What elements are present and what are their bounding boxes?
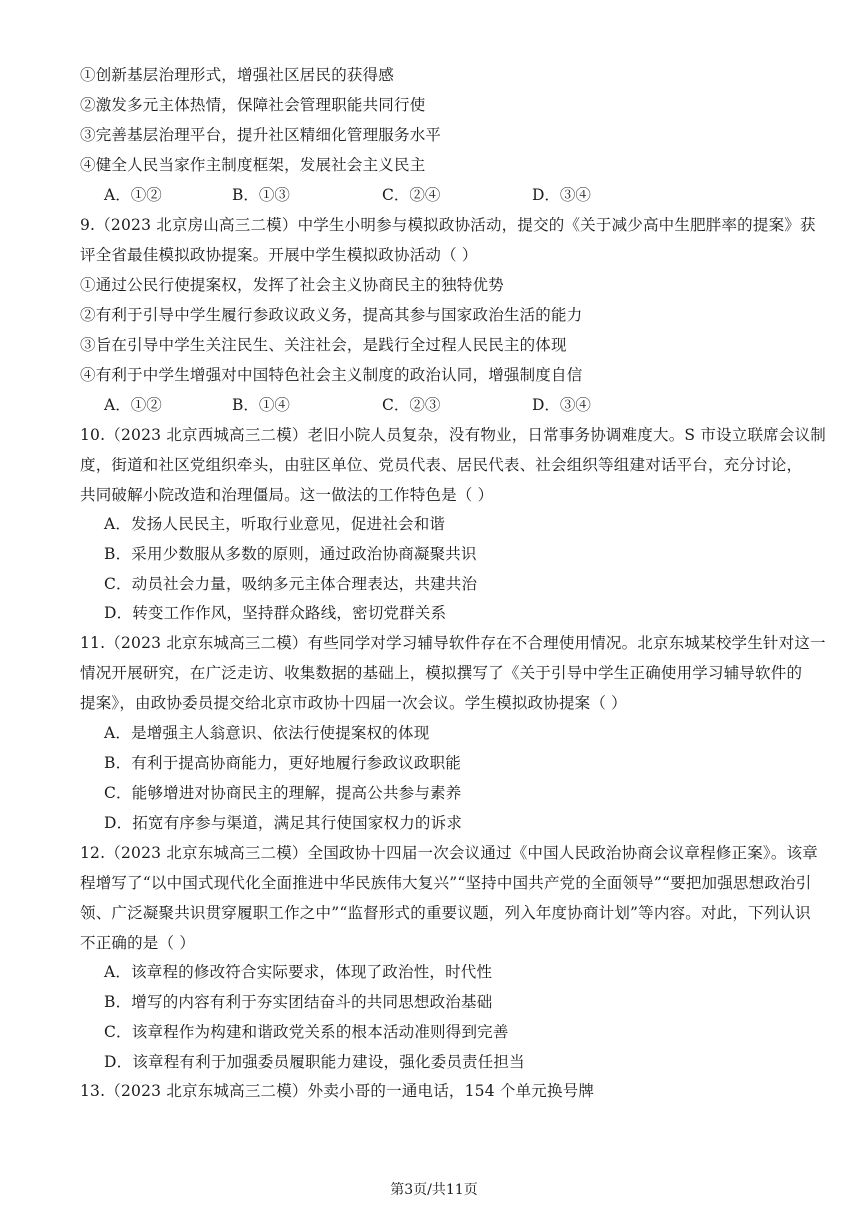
q8-options: [104, 184, 804, 206]
q10-option-b[interactable]: B．采用少数服从多数的原则，通过政治协商凝聚共识: [104, 545, 477, 563]
q9-option-c[interactable]: C．②③: [382, 396, 441, 414]
q9-option-a[interactable]: A．①②: [104, 396, 162, 414]
q11-stem-line-1: 11.（2023 北京东城高三二模）有些同学对学习辅导软件存在不合理使用情况。北京东城某校学生针对这一: [80, 634, 826, 652]
page-footer: 第3页/共11页: [390, 1182, 478, 1198]
q9-options: [104, 394, 804, 416]
q9-statement-3: ③旨在引导中学生关注民生、关注社会，是践行全过程人民民主的体现: [80, 336, 567, 354]
q9-stem-line-1: 9.（2023 北京房山高三二模）中学生小明参与模拟政协活动，提交的《关于减少高中生肥胖率的提案》获: [80, 216, 816, 234]
q13-stem-line-1: 13.（2023 北京东城高三二模）外卖小哥的一通电话，154 个单元换号牌: [80, 1082, 595, 1100]
q12-option-d[interactable]: D．该章程有利于加强委员履职能力建设，强化委员责任担当: [104, 1053, 525, 1071]
q11-stem-line-3: 提案》，由政协委员提交给北京市政协十四届一次会议。学生模拟政协提案（ ）: [80, 694, 627, 712]
q11-stem-line-2: 情况开展研究，在广泛走访、收集数据的基础上，模拟撰写了《关于引导中学生正确使用学习辅导软件的: [80, 664, 803, 682]
q8-statement-2: ②激发多元主体热情，保障社会管理职能共同行使: [80, 96, 426, 114]
q10-stem-line-2: 度，街道和社区党组织牵头，由驻区单位、党员代表、居民代表、社会组织等组建对话平台，充分讨论，: [80, 456, 803, 474]
q10-option-a[interactable]: A．发扬人民民主，听取行业意见，促进社会和谐: [104, 515, 446, 533]
q8-option-d[interactable]: D．③④: [532, 186, 591, 204]
q11-option-a[interactable]: A．是增强主人翁意识、依法行使提案权的体现: [104, 724, 430, 742]
q10-option-d[interactable]: D．转变工作作风，坚持群众路线，密切党群关系: [104, 604, 447, 622]
q12-option-c[interactable]: C．该章程作为构建和谐政党关系的根本活动准则得到完善: [104, 1023, 509, 1041]
q9-stem-line-2: 评全省最佳模拟政协提案。开展中学生模拟政协活动（ ）: [80, 246, 478, 264]
q9-statement-4: ④有利于中学生增强对中国特色社会主义制度的政治认同，增强制度自信: [80, 366, 583, 384]
q8-statement-1: ①创新基层治理形式，增强社区居民的获得感: [80, 66, 395, 84]
q9-statement-2: ②有利于引导中学生履行参政议政义务，提高其参与国家政治生活的能力: [80, 306, 583, 324]
q9-statement-1: ①通过公民行使提案权，发挥了社会主义协商民主的独特优势: [80, 276, 504, 294]
q12-option-a[interactable]: A．该章程的修改符合实际要求，体现了政治性，时代性: [104, 963, 493, 981]
q8-statement-4: ④健全人民当家作主制度框架，发展社会主义民主: [80, 156, 426, 174]
q12-stem-line-4: 不正确的是（ ）: [80, 934, 196, 952]
q10-option-c[interactable]: C．动员社会力量，吸纳多元主体合理表达，共建共治: [104, 575, 478, 593]
q8-statement-3: ③完善基层治理平台，提升社区精细化管理服务水平: [80, 126, 442, 144]
q12-stem-line-1: 12.（2023 北京东城高三二模）全国政协十四届一次会议通过《中国人民政治协商会议章程修正案》。该章: [80, 844, 818, 862]
q12-stem-line-3: 领、广泛凝聚共识贯穿履职工作之中”“监督形式的重要议题，列入年度协商计划”等内容。对此，下列认识: [80, 904, 811, 922]
q10-stem-line-1: 10.（2023 北京西城高三二模）老旧小院人员复杂，没有物业，日常事务协调难度大。S 市设立联席会议制: [80, 426, 826, 444]
q11-option-d[interactable]: D．拓宽有序参与渠道，满足其行使国家权力的诉求: [104, 814, 463, 832]
q8-option-a[interactable]: A．①②: [104, 186, 162, 204]
q12-stem-line-2: 程增写了“以中国式现代化全面推进中华民族伟大复兴”“坚持中国共产党的全面领导”“要把加强思想政治引: [80, 874, 812, 892]
q11-option-c[interactable]: C．能够增进对协商民主的理解，提高公共参与素养: [104, 784, 462, 802]
q8-option-b[interactable]: B．①③: [232, 186, 290, 204]
q11-option-b[interactable]: B．有利于提高协商能力，更好地履行参政议政职能: [104, 754, 461, 772]
q12-option-b[interactable]: B．增写的内容有利于夯实团结奋斗的共同思想政治基础: [104, 993, 493, 1011]
q10-stem-line-3: 共同破解小院改造和治理僵局。这一做法的工作特色是（ ）: [80, 486, 494, 504]
q9-option-d[interactable]: D．③④: [532, 396, 591, 414]
q8-option-c[interactable]: C．②④: [382, 186, 441, 204]
q9-option-b[interactable]: B．①④: [232, 396, 290, 414]
